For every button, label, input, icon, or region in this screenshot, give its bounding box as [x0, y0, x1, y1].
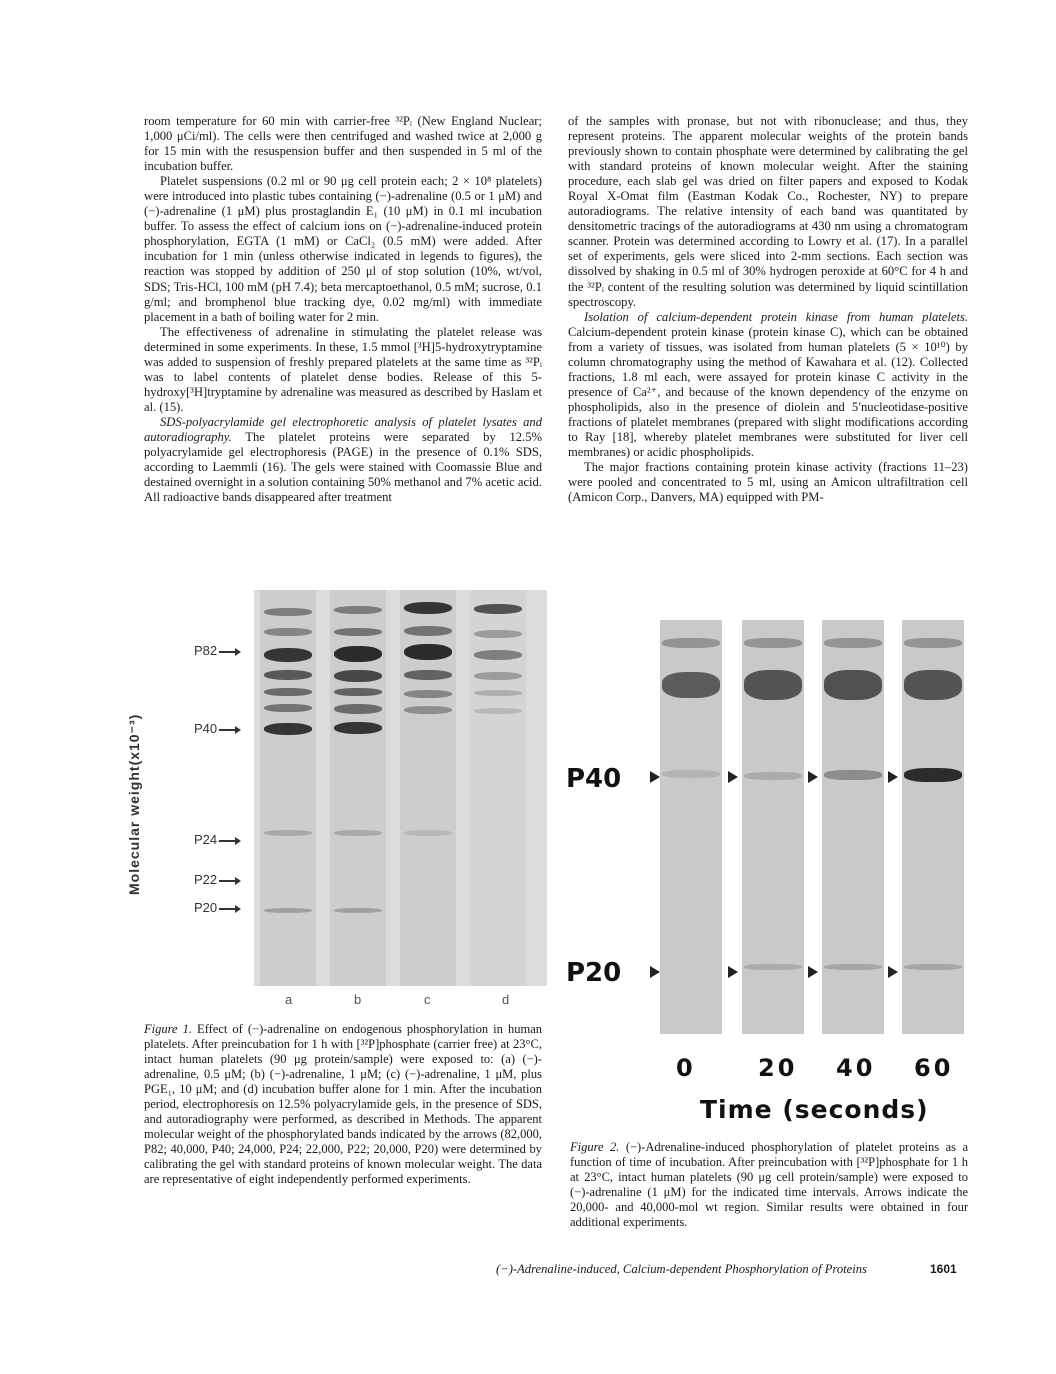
marker-p82: P82: [194, 643, 237, 658]
caption-text: Effect of (−)-adrenaline on endogenous phosphorylation in human platelets. After preincubation for 1 h with [³²P]phosphate (carrier free) at 23°C, intact human platelets (90 μg protein/sample) were exposed to: (a) (−)-adrenaline, 0.5 μM; (b) (−)-adrenaline, 1 μM; (c) (−)-adrenaline, 1 μM, plus PGE₁, 10 μM; and (d) incubation buffer alone for 1 min. After the incubation period, electrophoresis on 12.5% polyacrylamide gels, in the presence of SDS, and autoradiography were performed, as described in Methods. The apparent molecular weight of the phosphorylated bands indicated by the arrows (82,000, P82; 40,000, P40; 24,000, P24; 22,000, P22; 20,000, P20) were determined by calibrating the gel with standard proteins of known molecular weight. The data are representative of eight independently performed experiments.: [144, 1022, 542, 1187]
paragraph: room temperature for 60 min with carrier-free ³²Pᵢ (New England Nuclear; 1,000 μCi/ml). The cells were then centrifuged and washed twice at 2,000 g for 15 min with the resuspension buffer and then suspended in 5 ml of the incubation buffer.: [144, 114, 542, 174]
figure2-x-axis-label: Time (seconds): [700, 1095, 929, 1124]
gel-lane-a: [260, 590, 316, 986]
time-label-60: 60: [914, 1054, 954, 1082]
paragraph: of the samples with pronase, but not with ribonuclease; and thus, they represent proteins. The apparent molecular weights of the protein bands previously shown to contain phosphate were determined by calibrating the gel with standard proteins of known molecular weight. After the staining procedure, each slab gel was dried on filter papers and exposed to Kodak Royal X-Omat film (Eastman Kodak Co., Rochester, NY) to prepare autoradiograms. The relative intensity of each band was quantitated by densitometric tracings of the autoradiograms at 430 nm using a chromatogram scanner. Protein was determined according to Lowry et al. (17). In a parallel set of experiments, gels were sliced into 2-mm sections. Each section was dissolved by shaking in 0.5 ml of 30% hydrogen peroxide at 60°C for 4 h and the ³²Pᵢ content of the resulting solution was determined by liquid scintillation spectroscopy.: [568, 114, 968, 309]
gel-lane-40s: [822, 620, 884, 1034]
gel-lane-c: [400, 590, 456, 986]
arrowhead-icon: [888, 771, 898, 783]
arrowhead-icon: [728, 966, 738, 978]
gel-lane-20s: [742, 620, 804, 1034]
arrow-icon: [219, 729, 237, 731]
band-label-p20: P20: [566, 958, 622, 988]
time-label-20: 20: [758, 1054, 798, 1082]
paragraph: The major fractions containing protein kinase activity (fractions 11–23) were pooled and concentrated to 5 ml, using an Amicon ultrafiltration cell (Amicon Corp., Danvers, MA) equipped with PM-: [568, 460, 968, 505]
figure2-caption: [570, 1140, 968, 1230]
paragraph: [144, 415, 542, 505]
right-text-column: [568, 114, 968, 505]
arrowhead-icon: [888, 966, 898, 978]
paragraph-body: The platelet proteins were separated by 12.5% polyacrylamide gel electrophoresis (PAGE) in the presence of 0.1% SDS, according to Laemmli (16). The gels were stained with Coomassie Blue and destained overnight in a solution containing 50% methanol and 7% acetic acid. All radioactive bands disappeared after treatment: [144, 429, 542, 505]
figure2-autoradiogram: [566, 620, 966, 1034]
gel-lane-0s: [660, 620, 722, 1034]
arrow-icon: [219, 880, 237, 882]
figure1-autoradiogram: [254, 590, 547, 986]
caption-label: Figure 2.: [570, 1140, 620, 1154]
gel-lane-b: [330, 590, 386, 986]
lane-label-c: c: [424, 992, 431, 1007]
arrow-icon: [219, 840, 237, 842]
gel-lane-d: [470, 590, 526, 986]
paragraph: Platelet suspensions (0.2 ml or 90 μg cell protein each; 2 × 10⁸ platelets) were introduced into plastic tubes containing (−)-adrenaline (0.5 or 1 μM) and (−)-adrenaline (1 μM) plus prostaglandin E₁ (10 μM) in 0.1 ml incubation buffer. To assess the effect of calcium ions on (−)-adrenaline-induced protein phosphorylation, EGTA (1 mM) or CaCl₂ (0.5 mM) were added. After incubation for 1 min (unless otherwise indicated in legends to figures), the reaction was stopped by addition of 250 μl of stop solution (10%, wt/vol, SDS; Tris-HCl, 100 mM (pH 7.4); beta mercaptoethanol, 0.5 mM; sucrose, 0.1 g/ml; and bromphenol blue tracking dye, 0.02 mg/ml) with immediate placement in a bath of boiling water for 2 min.: [144, 174, 542, 324]
arrowhead-icon: [650, 966, 660, 978]
arrow-icon: [219, 651, 237, 653]
arrowhead-icon: [728, 771, 738, 783]
paragraph: [568, 310, 968, 460]
section-heading: Isolation of calcium-dependent protein kinase from human platelets.: [584, 309, 968, 324]
arrowhead-icon: [808, 966, 818, 978]
figure1-caption: [144, 1022, 542, 1188]
arrowhead-icon: [808, 771, 818, 783]
running-head: (−)-Adrenaline-induced, Calcium-dependent Phosphorylation of Proteins: [496, 1262, 867, 1276]
marker-p20: P20: [194, 900, 237, 915]
arrow-icon: [219, 908, 237, 910]
band-label-p40: P40: [566, 764, 622, 794]
lane-label-d: d: [502, 992, 510, 1007]
gel-lane-60s: [902, 620, 964, 1034]
time-label-0: 0: [676, 1054, 696, 1082]
page-number: 1601: [930, 1262, 957, 1276]
left-text-column: [144, 114, 542, 505]
marker-p24: P24: [194, 832, 237, 847]
figure1-y-axis-label: Molecular weight(x10⁻³): [126, 713, 142, 895]
caption-label: Figure 1.: [144, 1022, 192, 1036]
time-label-40: 40: [836, 1054, 876, 1082]
lane-label-a: a: [285, 992, 293, 1007]
caption-text: (−)-Adrenaline-induced phosphorylation of platelet proteins as a function of time of incubation. After preincubation with [³²P]phosphate for 1 h at 23°C, intact human platelets (90 μg cell protein/sample) were exposed to (−)-adrenaline (1 μM) for the indicated time intervals. Arrows indicate the 20,000- and 40,000-mol wt region. Similar results were obtained in four additional experiments.: [570, 1140, 968, 1230]
marker-p40: P40: [194, 721, 237, 736]
paragraph-body: Calcium-dependent protein kinase (protein kinase C), which can be obtained from a variety of tissues, was isolated from human platelets (5 × 10¹⁰) by column chromatography using the method of Kawahara et al. (12). Collected fractions, 1.8 ml each, were assayed for protein kinase C activity in the presence of Ca²⁺, and because of the known dependency of the enzyme on phospholipids, also in the presence of diolein and 5′nucleotidase-positive fractions of platelet membranes (prepared with slight modifications according to Ray [18], whereby platelet membranes were substituted for liver cell membranes) or acidic phospholipids.: [568, 324, 968, 460]
marker-p22: P22: [194, 872, 237, 887]
paragraph: The effectiveness of adrenaline in stimulating the platelet release was determined in some experiments. In these, 1.5 mmol [³H]5-hydroxytryptamine was added to suspension of freshly prepared platelets at the same time as ³²Pᵢ was to label contents of platelet dense bodies. Release of this 5-hydroxy[³H]tryptamine by adrenaline was measured as described by Haslam et al. (15).: [144, 324, 542, 414]
lane-label-b: b: [354, 992, 362, 1007]
section-heading: SDS-polyacrylamide gel electrophoretic analysis of platelet lysates and autoradiography.: [144, 414, 542, 444]
arrowhead-icon: [650, 771, 660, 783]
